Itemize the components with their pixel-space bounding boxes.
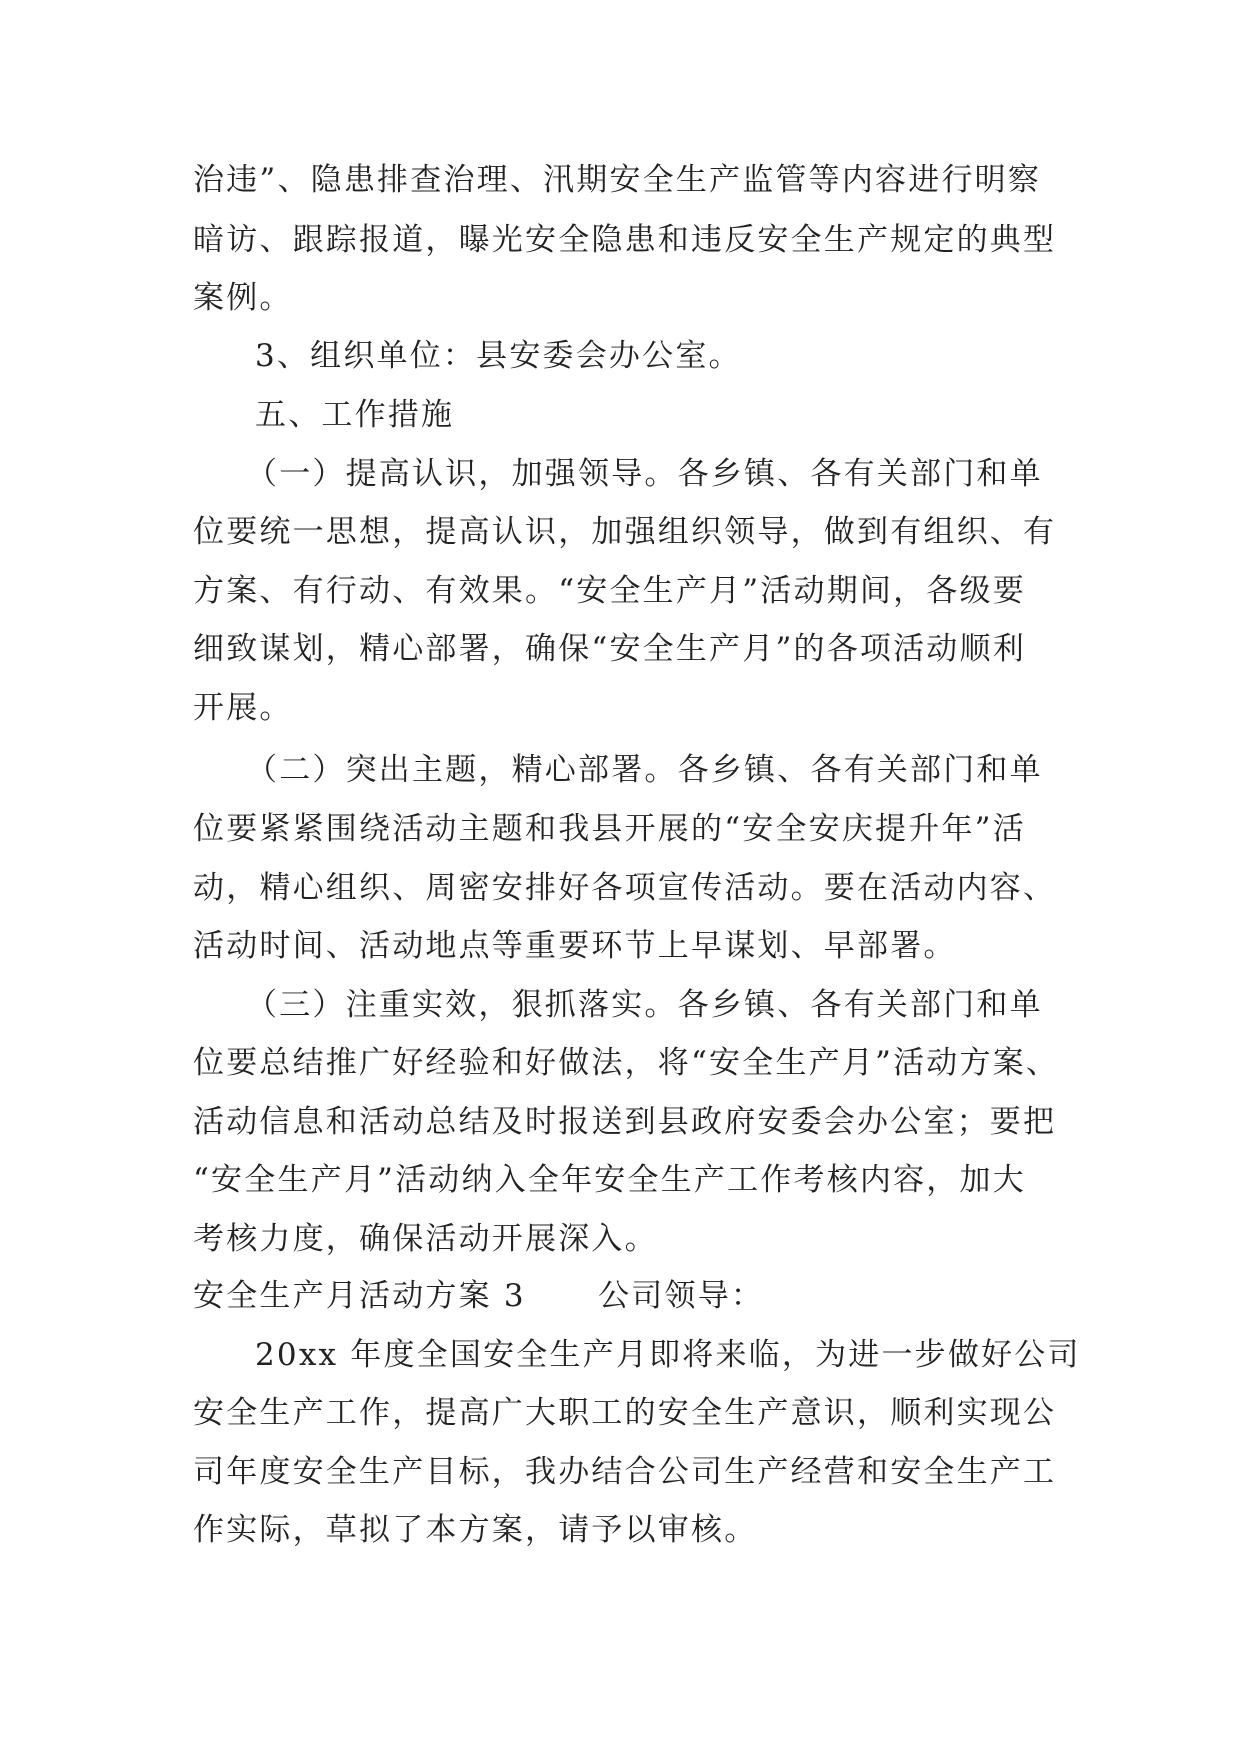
text-line: 开展。 xyxy=(193,690,293,726)
text-line: 治违”、隐患排查治理、汛期安全生产监管等内容进行明察 xyxy=(193,162,1042,198)
text-line: 20xx 年度全国安全生产月即将来临，为进一步做好公司 xyxy=(255,1337,1081,1373)
text-line: （一）提高认识，加强领导。各乡镇、各有关部门和单 xyxy=(246,456,1043,492)
text-line: 安全生产工作，提高广大职工的安全生产意识，顺利实现公 xyxy=(193,1395,1057,1431)
text-line: 动，精心组织、周密安排好各项宣传活动。要在活动内容、 xyxy=(193,870,1057,906)
text-line: 活动信息和活动总结及时报送到县政府安委会办公室；要把 xyxy=(193,1104,1057,1140)
text-line: “安全生产月”活动纳入全年安全生产工作考核内容，加大 xyxy=(193,1162,1026,1198)
text-line: 活动时间、活动地点等重要环节上早谋划、早部署。 xyxy=(193,928,957,964)
text-line: 暗访、跟踪报道，曝光安全隐患和违反安全生产规定的典型 xyxy=(193,222,1057,258)
document-title-line: 安全生产月活动方案 3 公司领导： xyxy=(193,1278,765,1314)
text-line: 位要统一思想，提高认识，加强组织领导，做到有组织、有 xyxy=(193,514,1057,550)
text-line: （二）突出主题，精心部署。各乡镇、各有关部门和单 xyxy=(246,752,1043,788)
text-line: 案例。 xyxy=(193,280,293,316)
text-line: 作实际，草拟了本方案，请予以审核。 xyxy=(193,1512,758,1548)
text-line: 方案、有行动、有效果。“安全生产月”活动期间，各级要 xyxy=(193,573,1026,609)
text-line: 位要紧紧围绕活动主题和我县开展的“安全安庆提升年”活 xyxy=(193,811,1026,847)
text-line: 位要总结推广好经验和好做法，将“安全生产月”活动方案、 xyxy=(193,1045,1060,1081)
text-line: 3、组织单位：县安委会办公室。 xyxy=(255,338,742,374)
text-line: 细致谋划，精心部署，确保“安全生产月”的各项活动顺利 xyxy=(193,631,1026,667)
text-line: 司年度安全生产目标，我办结合公司生产经营和安全生产工 xyxy=(193,1454,1057,1490)
text-line: 考核力度，确保活动开展深入。 xyxy=(193,1221,658,1257)
section-heading: 五、工作措施 xyxy=(255,397,455,433)
text-line: （三）注重实效，狠抓落实。各乡镇、各有关部门和单 xyxy=(246,987,1043,1023)
